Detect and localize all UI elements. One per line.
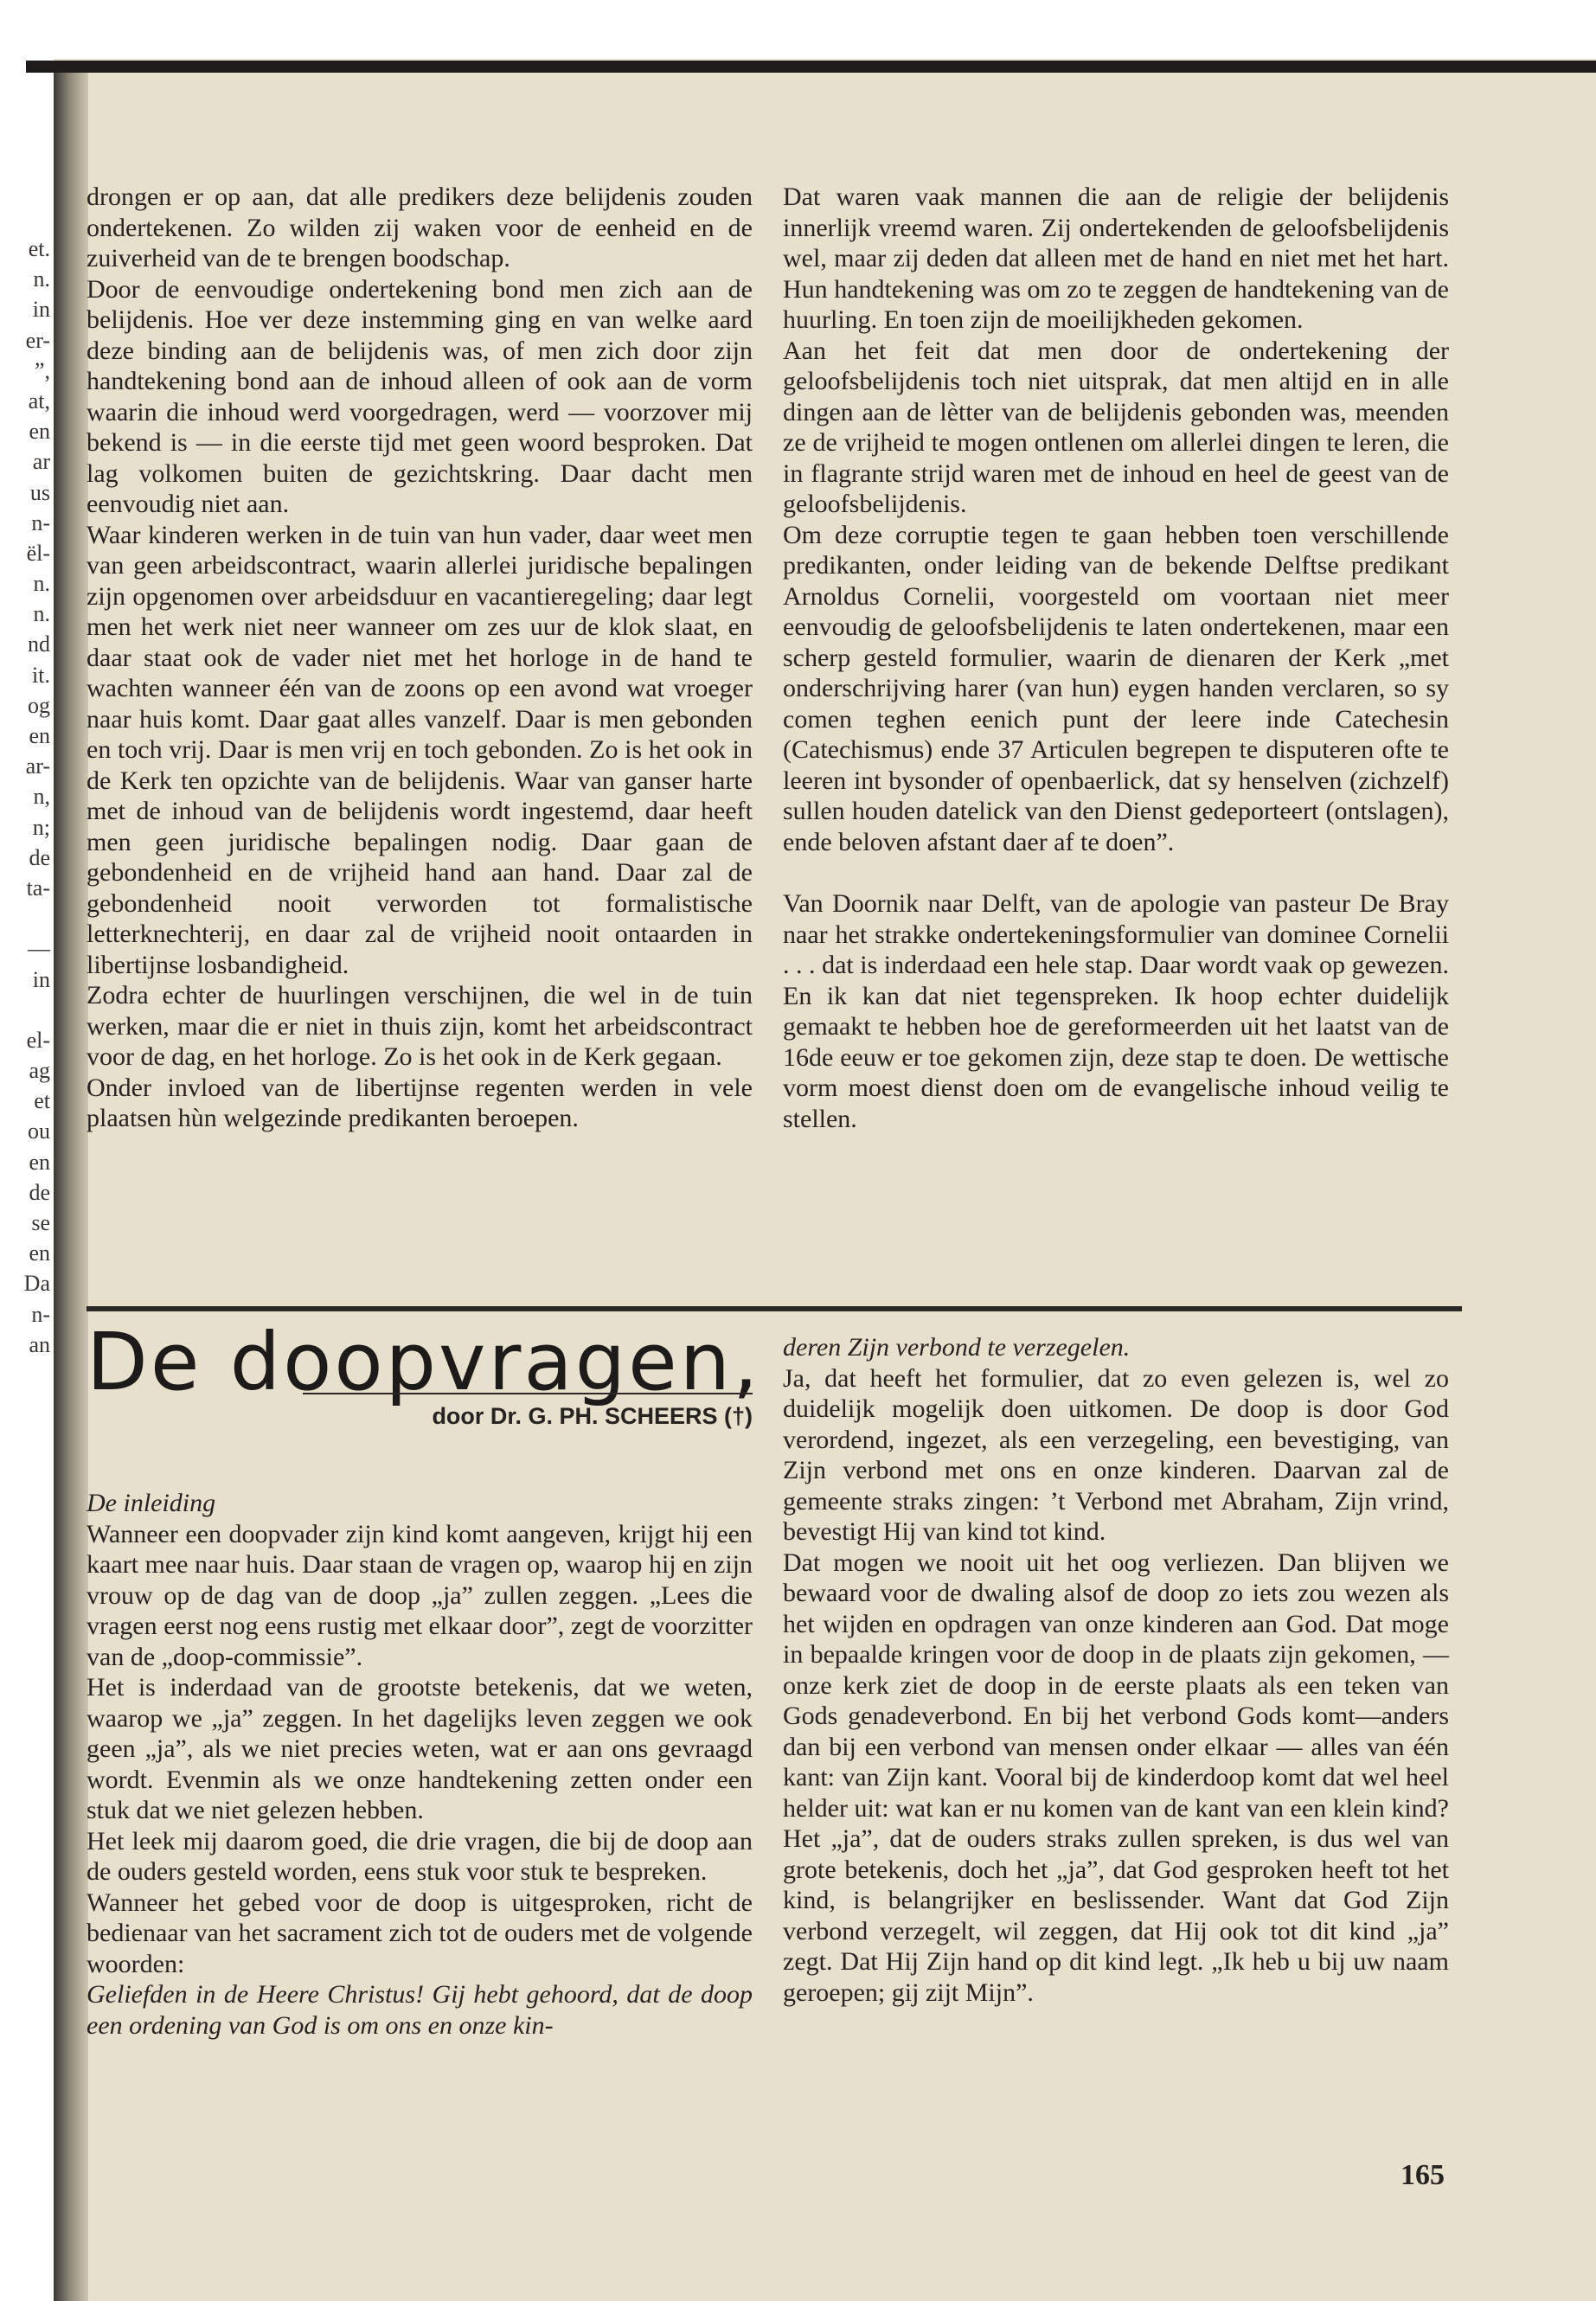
edge-fragment: us bbox=[29, 479, 50, 505]
edge-fragment: n. bbox=[33, 601, 50, 627]
edge-fragment: n. bbox=[33, 571, 50, 597]
column-upper-right bbox=[783, 182, 1449, 1134]
edge-fragment: nd bbox=[28, 631, 50, 657]
paragraph: drongen er op aan, dat alle predikers deze belijdenis zouden ondertekenen. Zo wilden zij waken voor de eenheid en de zuiverheid van de te brengen boodschap. bbox=[87, 183, 753, 272]
edge-fragment: de bbox=[29, 1179, 50, 1205]
edge-fragment: og bbox=[28, 692, 50, 718]
edge-fragment: at, bbox=[28, 388, 50, 413]
edge-fragment: de bbox=[29, 844, 50, 870]
paragraph: Ja, dat heeft het formulier, dat zo even gelezen is, wel zo duidelijk mogelijk doen uitkomen. De doop is door God verordend, ingezet, als een verzegeling, een bevestiging, van Zijn verbond met ons en onze kinderen. Daarvan zal de gemeente straks zingen: ’t Verbond met Abraham, Zijn vrind, bevestigt Hij van kind tot kind. bbox=[783, 1363, 1449, 1546]
edge-fragment: ar bbox=[32, 449, 50, 475]
edge-fragment: el- bbox=[26, 1027, 50, 1053]
section-heading: De inleiding bbox=[87, 1489, 216, 1517]
paragraph: Aan het feit dat men door de ondertekening der geloofsbelijdenis toch niet uitsprak, dat men altijd en in alle dingen aan de lètter van de belijdenis gebonden was, meenden ze de vrijheid te mogen ontlenen om allerlei dingen te leren, die in flagrante strijd waren met de inhoud en heel de geest van de geloofsbelijdenis. bbox=[783, 336, 1449, 518]
edge-fragment: n; bbox=[32, 814, 50, 840]
edge-fragment bbox=[0, 995, 54, 1025]
edge-fragment: et. bbox=[28, 236, 50, 261]
edge-fragment: n. bbox=[33, 266, 50, 292]
edge-fragment: ël- bbox=[26, 540, 50, 566]
edge-fragment: n- bbox=[31, 1301, 50, 1327]
edge-fragment: ta- bbox=[26, 875, 50, 901]
edge-fragment: er- bbox=[25, 327, 50, 353]
section-divider bbox=[87, 1306, 1462, 1311]
edge-fragment: et bbox=[34, 1088, 50, 1114]
article-title: De doopvragen, bbox=[87, 1316, 761, 1408]
edge-fragment: Da bbox=[23, 1271, 50, 1297]
edge-fragment: n- bbox=[31, 510, 50, 535]
paragraph: Zodra echter de huurlingen verschijnen, die wel in de tuin werken, maar die er niet in thuis zijn, komt het arbeidscontract voor de dag, en het horloge. Zo is het ook in de Kerk gegaan. bbox=[87, 981, 753, 1071]
previous-page-fragments bbox=[0, 234, 54, 1360]
byline: door Dr. G. PH. SCHEERS (†) bbox=[303, 1393, 753, 1434]
paragraph: Het leek mij daarom goed, die drie vragen, die bij de doop aan de ouders gesteld worden, eens stuk voor stuk te bespreken. bbox=[87, 1826, 753, 1886]
paragraph: Waar kinderen werken in de tuin van hun vader, daar weet men van geen arbeidscontract, waarin allerlei juridische bepalingen zijn opgenomen over arbeidsduur en vacantieregeling; daar legt men het werk niet neer wanneer om zes uur de klok slaat, en daar staat ook de vader niet met het horloge in de hand te wachten wanneer één van de zoons op een avond wat vroeger naar huis komt. Daar gaat alles vanzelf. Daar is men gebonden en toch vrij. Daar is men vrij en toch gebonden. Zo is het ook in de Kerk ten opzichte van de belijdenis. Waar van ganser harte met de inhoud van de belijdenis wordt ingestemd, daar heeft men geen juridische bepalingen nodig. Daar gaan de gebondenheid en de vrijheid hand aan hand. Daar zal de gebondenheid nooit verworden tot formalistische letterknechterij, en daar zal de vrijheid nooit ontaarden in libertijnse losbandigheid. bbox=[87, 520, 753, 979]
edge-fragment: ar- bbox=[25, 753, 50, 779]
edge-fragment: en bbox=[29, 1149, 50, 1175]
edge-fragment: se bbox=[31, 1210, 50, 1235]
edge-fragment: ou bbox=[28, 1118, 50, 1144]
page-number: 165 bbox=[1401, 2159, 1445, 2191]
edge-fragment: en bbox=[29, 419, 50, 445]
paragraph: Dat waren vaak mannen die aan de religie der belijdenis innerlijk vreemd waren. Zij ondertekenden de geloofsbelijdenis wel, maar zij deden dat alleen met de hand en niet met het hart. Hun handtekening was om zo te zeggen de handtekening van de huurling. En toen zijn de moeilijkheden gekomen. bbox=[783, 183, 1449, 334]
paragraph: Om deze corruptie tegen te gaan hebben toen verschillende predikanten, onder leiding van de bekende Delftse predikant Arnoldus Cornelii, voorgesteld om voortaan niet meer eenvoudig de geloofsbelijdenis te laten ondertekenen, maar een scherp gesteld formulier, waarin de dienaren der Kerk „met onderschrijving harer (van hun) eygen handen verclaren, so sy comen teghen eenich punt der leere inde Catechesin (Catechismus) ende 37 Articulen begrepen te disputeren ofte te leeren int bysonder of openbaerlick, dat sy henselven (zichzelf) sullen houden datelick van den Dienst gedeporteert (ontslagen), ende beloven afstant daer af te doen”. bbox=[783, 520, 1449, 856]
column-upper-left bbox=[87, 182, 753, 1134]
paragraph: Wanneer een doopvader zijn kind komt aangeven, krijgt hij een kaart mee naar huis. Daar staan de vragen op, waarop hij en zijn vrouw op de dag van de doop „ja” zullen zeggen. „Lees die vragen eerst nog eens rustig met elkaar door”, zegt de voorzitter van de „doop-commissie”. bbox=[87, 1519, 753, 1671]
quoted-form-continuation: deren Zijn verbond te verzegelen. bbox=[783, 1333, 1131, 1362]
edge-fragment: en bbox=[29, 1240, 50, 1266]
edge-fragment: — bbox=[28, 936, 50, 962]
paragraph: Wanneer het gebed voor de doop is uitgesproken, richt de bedienaar van het sacrament zich tot de ouders met de volgende woorden: bbox=[87, 1888, 753, 1978]
paragraph-gap bbox=[783, 857, 1449, 888]
paragraph: Van Doornik naar Delft, van de apologie van pasteur De Bray naar het strakke ondertekeningsformulier van dominee Cornelii . . . dat is inderdaad een hele stap. Daar wordt vaak op gewezen. En ik kan dat niet tegenspreken. Ik hoop echter duidelijk gemaakt te hebben hoe de gereformeerden uit het laatst van de 16de eeuw er toe gekomen zijn, deze stap te doen. De wettische vorm moest dienst doen om de evangelische inhoud veilig te stellen. bbox=[783, 889, 1449, 1133]
edge-fragment: en bbox=[29, 723, 50, 748]
paragraph: Onder invloed van de libertijnse regenten werden in vele plaatsen hùn welgezinde predikanten beroepen. bbox=[87, 1073, 753, 1132]
edge-fragment bbox=[0, 903, 54, 933]
edge-fragment: in bbox=[32, 966, 50, 992]
edge-fragment: it. bbox=[32, 662, 50, 688]
edge-fragment: n, bbox=[33, 784, 50, 810]
paragraph: Het is inderdaad van de grootste betekenis, dat we weten, waarop we „ja” zeggen. In het dagelijks leven zeggen we ook geen „ja”, als we niet precies weten, wat er aan ons gevraagd wordt. Evenmin als we onze handtekening zetten onder een stuk dat we niet gelezen hebben. bbox=[87, 1673, 753, 1824]
edge-fragment: ag bbox=[29, 1058, 50, 1084]
edge-fragment: in bbox=[32, 297, 50, 323]
paragraph: Door de eenvoudige ondertekening bond men zich aan de belijdenis. Hoe ver deze instemming ging en van welke aard deze binding aan de belijdenis was, of men zich door zijn handtekening bond aan de inhoud alleen of ook aan de vorm waarin die inhoud werd voorgedragen, werd — voorzover mij bekend is — in die eerste tijd met geen woord besproken. Dat lag volkomen buiten de gezichtskring. Daar dacht men eenvoudig niet aan. bbox=[87, 274, 753, 518]
binding-gutter bbox=[54, 73, 88, 2301]
paragraph: Dat mogen we nooit uit het oog verliezen. Dan blijven we bewaard voor de dwaling alsof de doop zo iets zou wezen als het wijden en opdragen van onze kinderen aan God. Dat moge in bepaalde kringen voor de doop in de plaats zijn gekomen, — onze kerk ziet de doop in de eerste plaats als een teken van Gods genadeverbond. En bij het verbond Gods komt—anders dan bij een verbond van mensen onder elkaar — alles van één kant: van Zijn kant. Vooral bij de kinderdoop komt dat wel heel helder uit: wat kan er nu komen van de kant van een klein kind? Het „ja”, dat de ouders straks zullen spreken, is dus wel van grote betekenis, doch het „ja”, dat God gesproken heeft tot het kind, is belangrijker en beslissender. Want dat God Zijn verbond verzegelt, wil zeggen, dat Hij ook tot dit kind „ja” zegt. Dat Hij Zijn hand op dit kind legt. „Ik heb u bij uw naam geroepen; gij zijt Mijn”. bbox=[783, 1548, 1449, 2007]
edge-fragment: ”, bbox=[34, 357, 50, 383]
column-lower-right bbox=[783, 1332, 1449, 2008]
previous-page-edge bbox=[0, 61, 54, 2301]
quoted-form-text: Geliefden in de Heere Christus! Gij hebt gehoord, dat de doop een ordening van God is om ons en onze kin- bbox=[87, 1980, 753, 2040]
edge-fragment: an bbox=[29, 1331, 50, 1357]
column-lower-left bbox=[87, 1488, 753, 2041]
top-rule bbox=[26, 61, 1596, 73]
